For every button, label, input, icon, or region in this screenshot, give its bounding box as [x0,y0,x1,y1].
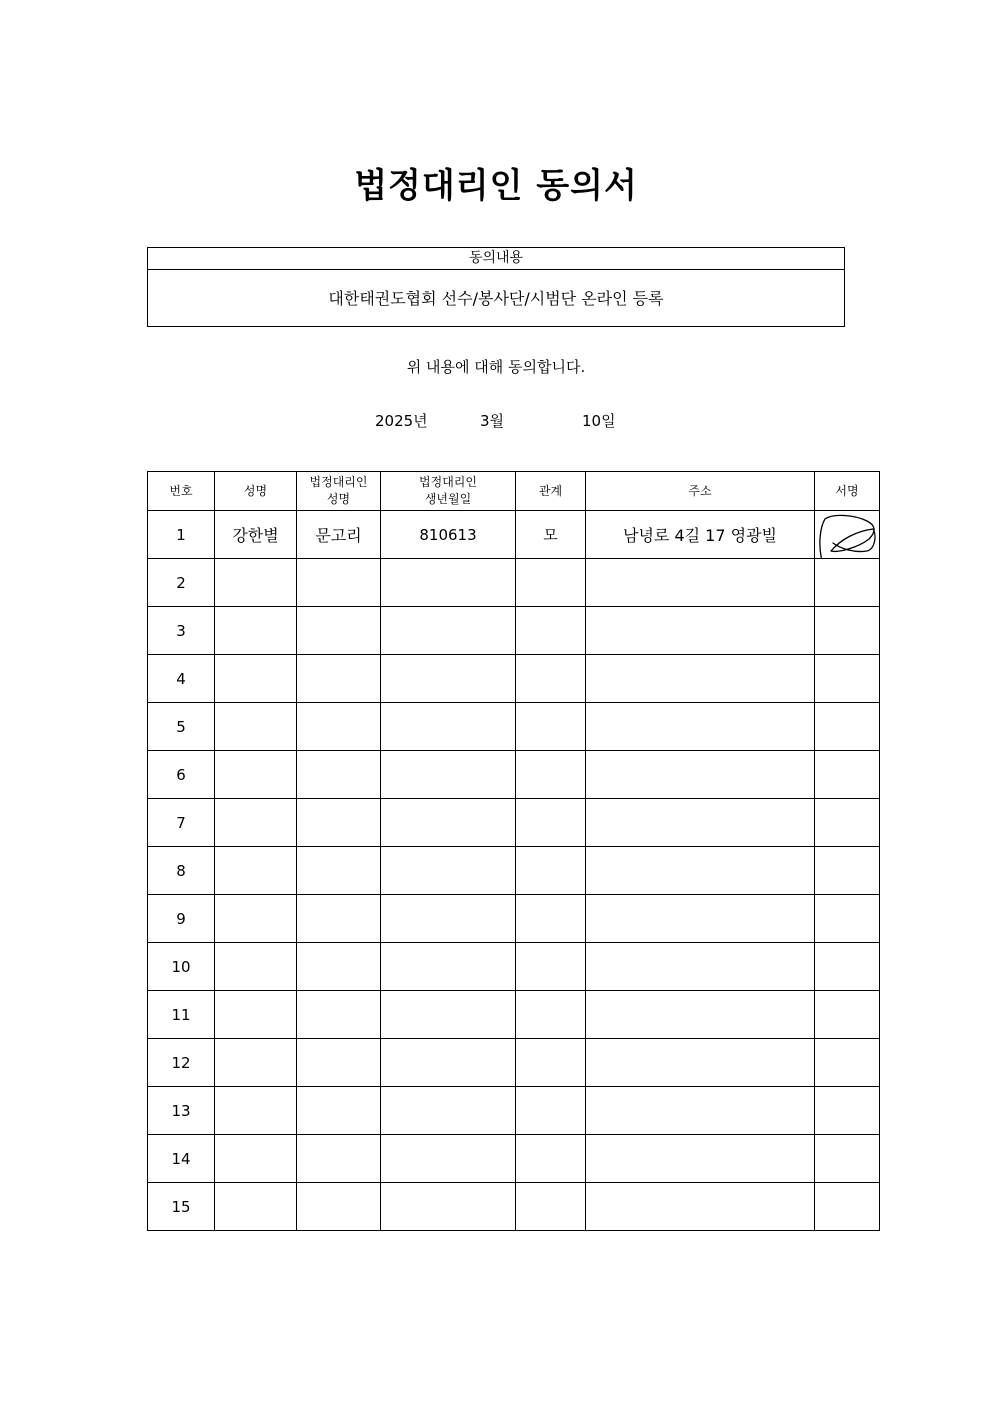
cell-guardian-name [297,655,381,703]
cell-relation [516,751,586,799]
header-no: 번호 [148,472,215,511]
cell-guardian-birth [381,991,516,1039]
cell-no: 3 [148,607,215,655]
cell-name [215,703,297,751]
cell-address [586,895,815,943]
cell-guardian-name [297,1135,381,1183]
cell-relation [516,1183,586,1231]
cell-address [586,1183,815,1231]
table-row [148,943,880,991]
cell-name [215,1087,297,1135]
table-row [148,1039,880,1087]
header-relation: 관계 [516,472,586,511]
cell-guardian-name [297,559,381,607]
cell-relation [516,655,586,703]
table-row [148,703,880,751]
cell-address [586,991,815,1039]
cell-guardian-name: 문고리 [297,511,381,559]
table-row [148,1135,880,1183]
cell-signature [815,943,880,991]
consent-header: 동의내용 [148,248,844,270]
cell-name [215,751,297,799]
cell-no: 6 [148,751,215,799]
cell-relation [516,703,586,751]
cell-guardian-birth [381,703,516,751]
cell-signature [815,799,880,847]
cell-guardian-name [297,799,381,847]
consent-box [147,247,845,327]
cell-no: 5 [148,703,215,751]
cell-address [586,799,815,847]
cell-no: 11 [148,991,215,1039]
cell-signature [815,511,880,559]
cell-guardian-birth [381,895,516,943]
cell-address [586,607,815,655]
cell-guardian-birth [381,607,516,655]
cell-no: 7 [148,799,215,847]
cell-no: 4 [148,655,215,703]
cell-guardian-birth [381,655,516,703]
cell-name [215,991,297,1039]
table-row [148,607,880,655]
cell-address [586,559,815,607]
date-day: 10일 [582,412,616,430]
cell-name [215,895,297,943]
cell-signature [815,1039,880,1087]
cell-address [586,1039,815,1087]
table-row [148,655,880,703]
cell-address [586,655,815,703]
cell-no: 14 [148,1135,215,1183]
cell-signature [815,1087,880,1135]
header-name: 성명 [215,472,297,511]
cell-signature [815,655,880,703]
cell-relation [516,1039,586,1087]
cell-name [215,1135,297,1183]
cell-name [215,655,297,703]
cell-guardian-birth [381,559,516,607]
cell-address: 남녕로 4길 17 영광빌 [586,511,815,559]
cell-no: 1 [148,511,215,559]
cell-address [586,751,815,799]
cell-relation [516,559,586,607]
cell-relation [516,799,586,847]
cell-guardian-birth: 810613 [381,511,516,559]
cell-relation [516,847,586,895]
cell-relation [516,943,586,991]
header-guardian-birth-line2: 생년월일 [424,492,472,506]
table-row [148,991,880,1039]
cell-signature [815,559,880,607]
cell-signature [815,1183,880,1231]
cell-signature [815,751,880,799]
cell-guardian-birth [381,799,516,847]
cell-relation [516,1135,586,1183]
document-title: 법정대리인 동의서 [354,166,638,206]
table-row [148,751,880,799]
cell-address [586,847,815,895]
cell-guardian-name [297,1039,381,1087]
cell-signature [815,847,880,895]
header-guardian-birth [381,472,516,511]
cell-address [586,1087,815,1135]
date-month: 3월 [480,412,505,430]
cell-guardian-birth [381,751,516,799]
consent-content: 대한태권도협회 선수/봉사단/시범단 온라인 등록 [328,289,664,308]
handwritten-signature [815,511,879,559]
cell-address [586,943,815,991]
table-row [148,559,880,607]
cell-relation [516,607,586,655]
cell-guardian-birth [381,1135,516,1183]
header-guardian-name-line1: 법정대리인 [309,475,368,489]
cell-guardian-name [297,1183,381,1231]
cell-signature [815,991,880,1039]
cell-guardian-name [297,991,381,1039]
cell-name [215,1183,297,1231]
agree-statement: 위 내용에 대해 동의합니다. [406,358,586,376]
date-year: 2025년 [375,412,428,430]
cell-relation [516,991,586,1039]
cell-name [215,943,297,991]
cell-signature [815,607,880,655]
cell-guardian-name [297,943,381,991]
cell-guardian-birth [381,847,516,895]
cell-guardian-birth [381,1087,516,1135]
registration-table [147,471,880,1231]
cell-relation: 모 [516,511,586,559]
cell-guardian-birth [381,943,516,991]
header-guardian-name [297,472,381,511]
cell-guardian-name [297,703,381,751]
cell-guardian-name [297,1087,381,1135]
cell-name: 강한별 [215,511,297,559]
cell-guardian-name [297,847,381,895]
cell-no: 15 [148,1183,215,1231]
cell-address [586,1135,815,1183]
cell-name [215,847,297,895]
cell-no: 2 [148,559,215,607]
cell-name [215,607,297,655]
cell-guardian-name [297,607,381,655]
cell-guardian-birth [381,1183,516,1231]
header-guardian-birth-line1: 법정대리인 [419,475,477,489]
table-header-row [148,472,880,511]
table-row [148,1183,880,1231]
cell-guardian-name [297,751,381,799]
cell-name [215,559,297,607]
cell-name [215,1039,297,1087]
cell-guardian-name [297,895,381,943]
header-signature: 서명 [815,472,880,511]
table-row [148,847,880,895]
cell-guardian-birth [381,1039,516,1087]
cell-no: 10 [148,943,215,991]
cell-relation [516,1087,586,1135]
cell-relation [516,895,586,943]
cell-address [586,703,815,751]
header-guardian-name-line2: 성명 [326,492,351,506]
table-row [148,1087,880,1135]
table-row [148,511,880,559]
cell-no: 9 [148,895,215,943]
cell-no: 13 [148,1087,215,1135]
header-address: 주소 [586,472,815,511]
cell-name [215,799,297,847]
table-row [148,799,880,847]
cell-signature [815,1135,880,1183]
cell-signature [815,895,880,943]
cell-no: 8 [148,847,215,895]
cell-no: 12 [148,1039,215,1087]
table-row [148,895,880,943]
cell-signature [815,703,880,751]
